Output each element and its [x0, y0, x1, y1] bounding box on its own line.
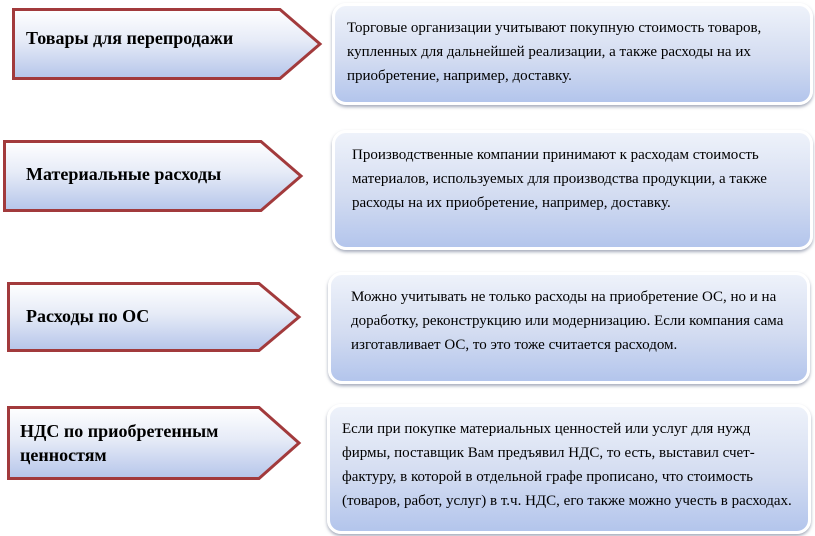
arrow-label: Товары для перепродажи	[26, 28, 234, 48]
diagram-row-2	[0, 130, 815, 250]
description-box	[332, 3, 813, 105]
arrow-label: НДС по приобретенным ценностям	[20, 421, 219, 465]
arrow-label: Материальные расходы	[26, 164, 222, 184]
arrow-label: Расходы по ОС	[26, 306, 150, 326]
description-text: Торговые организации учитывают покупную стоимость товаров, купленных для дальнейшей реализации, а также расходы на их приобретение, например, доставку.	[347, 20, 762, 84]
description-box	[332, 130, 813, 250]
description-box	[327, 404, 811, 534]
description-text: Производственные компании принимают к расходам стоимость материалов, используемых для производства продукции, а также расходы на их приобретение, например, доставку.	[352, 147, 767, 211]
diagram-row-3	[0, 272, 815, 384]
description-box	[328, 272, 810, 384]
description-text: Если при покупке материальных ценностей или услуг для нужд фирмы, поставщик Вам предъявил НДС, то есть, выставил счет-фактуру, в которой в отдельной графе прописано, что стоимость (товаров, работ, услуг) в т.ч. НДС, его также можно учесть в расходах.	[342, 421, 792, 509]
diagram-row-4	[0, 402, 815, 536]
description-text: Можно учитывать не только расходы на приобретение ОС, но и на доработку, реконструкцию или модернизацию. Если компания сама изготавливает ОС, то это тоже считается расходом.	[351, 289, 784, 353]
diagram-row-1	[0, 0, 815, 110]
